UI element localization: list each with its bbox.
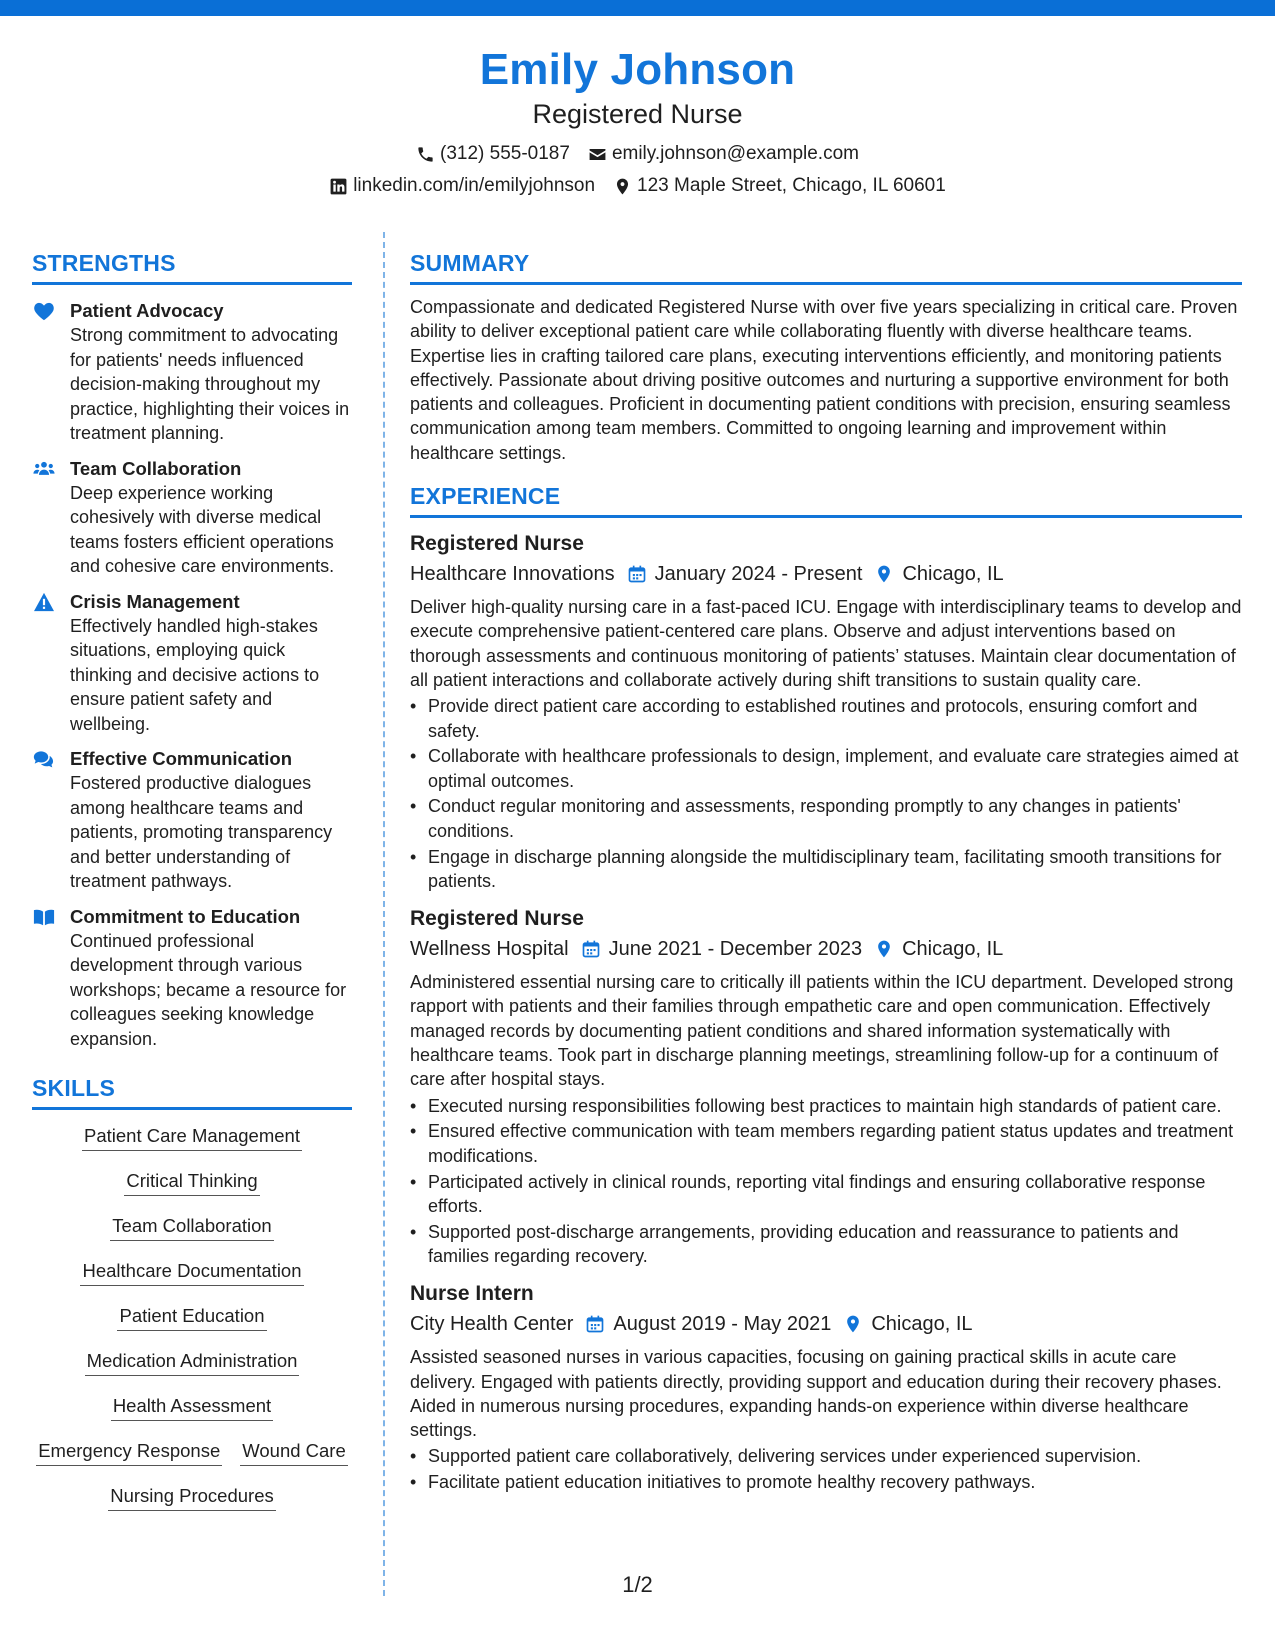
strength-item (32, 747, 352, 894)
job-location (843, 1309, 972, 1339)
job-title: Registered Nurse (410, 532, 584, 556)
job-dates (627, 559, 863, 589)
job-entry (410, 530, 1242, 893)
skill-row (32, 1439, 352, 1466)
calendar-icon (585, 1314, 605, 1334)
map-pin-icon (874, 939, 894, 959)
skill-tag: Healthcare Documentation (80, 1259, 303, 1286)
right-column (410, 248, 1242, 1496)
job-bullet: • Executed nursing responsibilities following best practices to maintain high standards of patient care. (410, 1094, 1242, 1118)
skill-tag: Health Assessment (111, 1394, 273, 1421)
job-description: Administered essential nursing care to critically ill patients within the ICU department. Developed strong rapport with patients and their families through empathetic care and open communication. Effectively managed records by documenting patient conditions and shared information systematically with healthcare teams. Took part in discharge planning meetings, streamlining follow-up for a continuum of care after hospital stays. (410, 972, 1234, 1090)
email-text: emily.johnson@example.com (611, 143, 859, 164)
contact-linkedin[interactable] (329, 174, 595, 198)
left-column (32, 248, 352, 1511)
warning-icon (33, 592, 55, 612)
job-entry (410, 905, 1242, 1268)
skill-row (32, 1394, 352, 1421)
job-company: Wellness Hospital (410, 938, 569, 961)
summary-heading: SUMMARY (410, 248, 1242, 285)
map-pin-icon (843, 1314, 863, 1334)
contact-row-1 (0, 142, 1275, 166)
comments-icon (33, 749, 55, 769)
job-location-text: Chicago, IL (902, 563, 1004, 586)
strength-title: Crisis Management (70, 590, 240, 612)
strength-title: Team Collaboration (70, 457, 242, 479)
job-dates (585, 1309, 831, 1339)
experience-heading: EXPERIENCE (410, 481, 1242, 518)
job-title: Nurse Intern (410, 1282, 534, 1306)
map-pin-icon (613, 177, 632, 196)
job-title: Registered Nurse (410, 907, 584, 931)
job-bullet: • Supported post-discharge arrangements, providing education and reassurance to patients and families regarding recovery. (410, 1220, 1242, 1269)
calendar-icon (627, 564, 647, 584)
job-dates-text: January 2024 - Present (654, 563, 863, 586)
strength-item (32, 299, 352, 446)
phone-icon (416, 145, 435, 164)
job-company: Healthcare Innovations (410, 563, 615, 586)
job-meta (410, 1309, 1242, 1339)
candidate-name: Emily Johnson (479, 45, 796, 94)
strength-desc: Strong commitment to advocating for patients' needs influenced decision-making throughout my practice, highlighting their voices in treatment planning. (70, 325, 350, 443)
linkedin-text: linkedin.com/in/emilyjohnson (353, 175, 596, 196)
strength-desc: Continued professional development through various workshops; became a resource for colleagues seeking knowledge expansion. (70, 930, 347, 1049)
skill-row (32, 1124, 352, 1151)
job-company: City Health Center (410, 1313, 574, 1336)
skill-row (32, 1349, 352, 1376)
address-text: 123 Maple Street, Chicago, IL 60601 (637, 175, 946, 196)
contact-row-2 (0, 174, 1275, 198)
phone-text: (312) 555-0187 (440, 143, 570, 164)
strength-title: Effective Communication (70, 748, 293, 769)
skill-row (32, 1259, 352, 1286)
envelope-icon (588, 145, 607, 164)
skill-tag: Medication Administration (85, 1349, 300, 1376)
skill-row (32, 1169, 352, 1196)
job-bullet: • Provide direct patient care according to established routines and protocols, ensuring comfort and safety. (410, 694, 1242, 743)
skills-heading: SKILLS (32, 1073, 352, 1110)
page-number: 1/2 (622, 1572, 653, 1597)
heart-icon (33, 301, 55, 321)
job-bullet: • Collaborate with healthcare professionals to design, implement, and evaluate care strategies aimed at optimal outcomes. (410, 744, 1242, 793)
skill-row (32, 1214, 352, 1241)
job-meta (410, 934, 1242, 964)
job-location-text: Chicago, IL (902, 938, 1004, 961)
job-location (874, 559, 1003, 589)
job-bullet: • Supported patient care collaboratively, delivering services under experienced supervision. (410, 1444, 1242, 1468)
contact-email[interactable] (588, 142, 859, 166)
skill-tag: Critical Thinking (124, 1169, 259, 1196)
book-icon (33, 907, 55, 927)
contact-phone (416, 142, 570, 166)
skill-tag: Patient Education (117, 1304, 266, 1331)
calendar-icon (581, 939, 601, 959)
top-accent-bar (0, 0, 1275, 16)
job-description: Deliver high-quality nursing care in a fast-paced ICU. Engage with interdisciplinary teams to develop and execute comprehensive patient-centered care plans. Observe and adjust interventions based on thorough assessments and continuous monitoring of patients’ statuses. Maintain clear documentation of all patient interactions and collaborate actively during shift transitions to sustain quality care. (410, 597, 1242, 690)
strength-title: Commitment to Education (70, 905, 301, 927)
job-bullets (410, 1094, 1242, 1269)
resume-header (0, 44, 1275, 198)
skill-tag: Emergency Response (36, 1439, 222, 1466)
job-bullet: • Ensured effective communication with team members regarding patient status updates and treatment modifications. (410, 1119, 1242, 1168)
strength-desc: Deep experience working cohesively with diverse medical teams fosters efficient operations and cohesive care environments. (70, 482, 335, 576)
job-bullet: • Engage in discharge planning alongside the multidisciplinary team, facilitating smooth transitions for patients. (410, 845, 1242, 894)
job-location-text: Chicago, IL (871, 1313, 973, 1336)
strengths-heading: STRENGTHS (32, 248, 352, 285)
map-pin-icon (874, 564, 894, 584)
column-divider (383, 232, 385, 1596)
strength-desc: Effectively handled high-stakes situations, employing quick thinking and decisive actions to ensure patient safety and wellbeing. (70, 615, 320, 734)
job-bullet: • Conduct regular monitoring and assessments, responding promptly to any changes in patients' conditions. (410, 794, 1242, 843)
job-bullet: • Facilitate patient education initiatives to promote healthy recovery pathways. (410, 1470, 1242, 1494)
job-description: Assisted seasoned nurses in various capacities, focusing on gaining practical skills in acute care delivery. Engaged with patients directly, providing support and education during their recovery phases. Aided in numerous nursing procedures, expanding hands-on experience within diverse healthcare settings. (410, 1347, 1222, 1441)
skill-tag: Nursing Procedures (108, 1484, 276, 1511)
contact-address (613, 174, 946, 198)
job-dates-text: August 2019 - May 2021 (613, 1313, 832, 1336)
job-bullet: • Participated actively in clinical rounds, reporting vital findings and ensuring collaborative response efforts. (410, 1170, 1242, 1219)
skill-tag: Team Collaboration (110, 1214, 273, 1241)
job-bullets (410, 694, 1242, 893)
strength-item (32, 905, 352, 1052)
skill-tag: Wound Care (240, 1439, 348, 1466)
job-dates-text: June 2021 - December 2023 (608, 938, 863, 961)
strength-item (32, 590, 352, 737)
strength-title: Patient Advocacy (70, 300, 224, 321)
skill-tag: Patient Care Management (82, 1124, 302, 1151)
users-icon (33, 459, 55, 479)
skills-list (32, 1124, 352, 1511)
job-bullets (410, 1444, 1242, 1494)
strength-item (32, 457, 352, 579)
summary-text: Compassionate and dedicated Registered Nurse with over five years specializing in critical care. Proven ability to deliver exceptional patient care while collaborating fluently with diverse healthcare teams. Expertise lies in crafting tailored care plans, executing interventions efficiently, and monitoring patients effectively. Passionate about driving positive outcomes and nurturing a supportive environment for both patients and colleagues. Proficient in documenting patient conditions with precision, ensuring seamless communication among team members. Committed to ongoing learning and improvement within healthcare settings. (410, 297, 1238, 463)
strengths-list (32, 299, 352, 1051)
skill-row (32, 1304, 352, 1331)
job-location (874, 934, 1003, 964)
linkedin-icon (329, 177, 348, 196)
job-dates (581, 934, 863, 964)
job-meta (410, 559, 1242, 589)
strength-desc: Fostered productive dialogues among healthcare teams and patients, promoting transparency and better understanding of treatment pathways. (70, 773, 333, 891)
skill-row (32, 1484, 352, 1511)
job-entry (410, 1280, 1242, 1494)
candidate-role: Registered Nurse (532, 99, 743, 129)
